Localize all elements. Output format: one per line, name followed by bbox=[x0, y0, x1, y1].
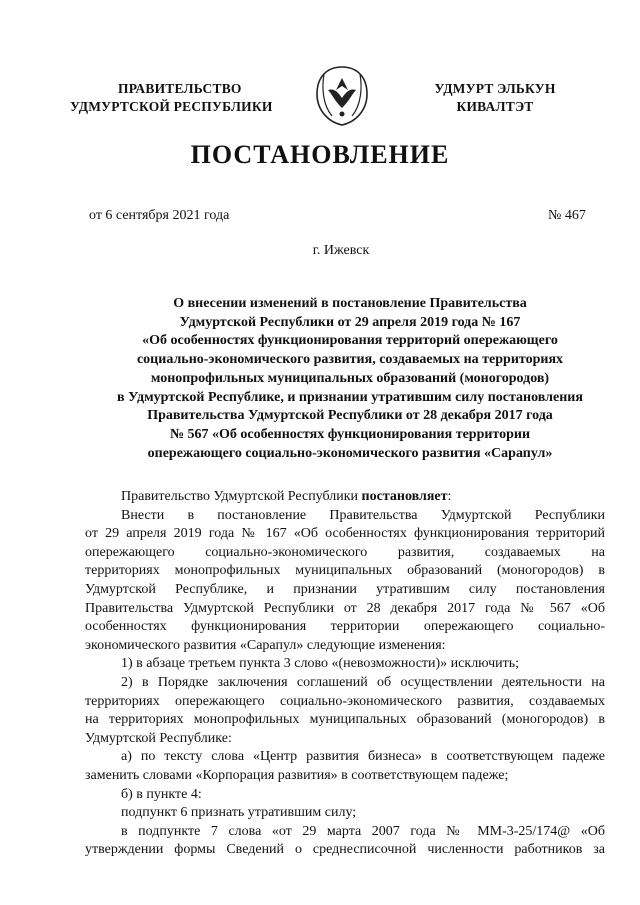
paragraph-line: территориях опережающего социально-экономического развития, создаваемых bbox=[85, 693, 605, 709]
item-1: 1) в абзаце третьем пункта 3 слово «(невозможности)» исключить; bbox=[121, 656, 520, 672]
paragraph-line: Удмуртской Республике: bbox=[85, 730, 232, 746]
intro-bold-verb: постановляет bbox=[361, 489, 448, 504]
intro-paragraph bbox=[85, 488, 605, 507]
heading-line: О внесении изменений в постановление Правительства bbox=[173, 296, 527, 311]
paragraph-line: опережающего социально-экономического развития, создаваемых на bbox=[85, 544, 605, 560]
heading-line: Удмуртской Республики от 29 апреля 2019 года № 167 bbox=[179, 314, 521, 330]
paragraph-line: а) по тексту слова «Центр развития бизнеса» в соответствующем падеже bbox=[121, 749, 605, 765]
subitem-6: подпункт 6 признать утратившим силу; bbox=[121, 805, 357, 821]
paragraph-line: Правительства Удмуртской Республики от 28 декабря 2017 года № 567 «Об bbox=[85, 600, 605, 616]
paragraph-1 bbox=[85, 507, 605, 656]
issuer-udmurt-line-2: КИВАЛТЭТ bbox=[456, 99, 534, 114]
subitem-7 bbox=[85, 823, 605, 860]
item-2a bbox=[85, 748, 605, 785]
intro-colon: : bbox=[447, 489, 452, 504]
document-body bbox=[85, 488, 605, 860]
heading-line: № 567 «Об особенностях функционирования территории bbox=[169, 426, 531, 442]
heading-line: монопрофильных муниципальных образований (моногородов) bbox=[150, 370, 550, 386]
paragraph-line: территориях монопрофильных муниципальных образований (моногородов) в bbox=[85, 563, 605, 579]
paragraph-line: в подпункте 7 слова «от 29 марта 2007 года № ММ-3-25/174@ «Об bbox=[121, 823, 605, 839]
item-2 bbox=[85, 674, 605, 748]
heading-line: в Удмуртской Республике, и признании утратившим силу постановления bbox=[117, 389, 583, 405]
paragraph-line: утверждении формы Сведений о среднесписочной численности работников за bbox=[85, 842, 605, 858]
paragraph-line: на территориях монопрофильных муниципальных образований (моногородов) в bbox=[85, 712, 605, 728]
paragraph-line: от 29 апреля 2019 года № 167 «Об особенностях функционирования территорий bbox=[85, 526, 605, 542]
issuer-udmurt bbox=[400, 80, 590, 116]
paragraph-line: особенностях функционирования территории опережающего социально- bbox=[85, 619, 605, 635]
item-2b: б) в пункте 4: bbox=[121, 786, 202, 802]
paragraph-line: заменить словами «Корпорация развития» в соответствующем падеже; bbox=[85, 767, 509, 783]
issuer-udmurt-line-1: УДМУРТ ЭЛЬКУН bbox=[434, 81, 556, 96]
intro-text: Правительство Удмуртской Республики bbox=[121, 489, 362, 504]
issuer-line-1: ПРАВИТЕЛЬСТВО bbox=[118, 81, 242, 96]
coat-of-arms-emblem bbox=[312, 64, 372, 128]
paragraph-line: Удмуртской Республике, и признании утратившим силу постановления bbox=[85, 581, 605, 597]
paragraph-line: 2) в Порядке заключения соглашений об осуществлении деятельности на bbox=[121, 674, 605, 690]
heading-line: социально-экономического развития, создаваемых на территориях bbox=[136, 352, 564, 368]
document-city: г. Ижевск bbox=[312, 243, 370, 258]
paragraph-line: Внести в постановление Правительства Удмуртской Республики bbox=[121, 507, 605, 523]
issuer-russian bbox=[70, 80, 330, 116]
heading-line: опережающего социально-экономического развития «Сарапул» bbox=[147, 445, 553, 461]
issuer-line-2: УДМУРТСКОЙ РЕСПУБЛИКИ bbox=[70, 99, 273, 114]
document-type-title: ПОСТАНОВЛЕНИЕ bbox=[190, 140, 450, 169]
document-date: от 6 сентября 2021 года bbox=[89, 208, 230, 223]
paragraph-line: экономического развития «Сарапул» следующие изменения: bbox=[85, 637, 446, 653]
heading-line: «Об особенностях функционирования территорий опережающего bbox=[142, 333, 558, 349]
heading-line: Правительства Удмуртской Республики от 28 декабря 2017 года bbox=[147, 408, 553, 424]
document-number: № 467 bbox=[548, 208, 586, 223]
document-heading bbox=[80, 295, 620, 463]
